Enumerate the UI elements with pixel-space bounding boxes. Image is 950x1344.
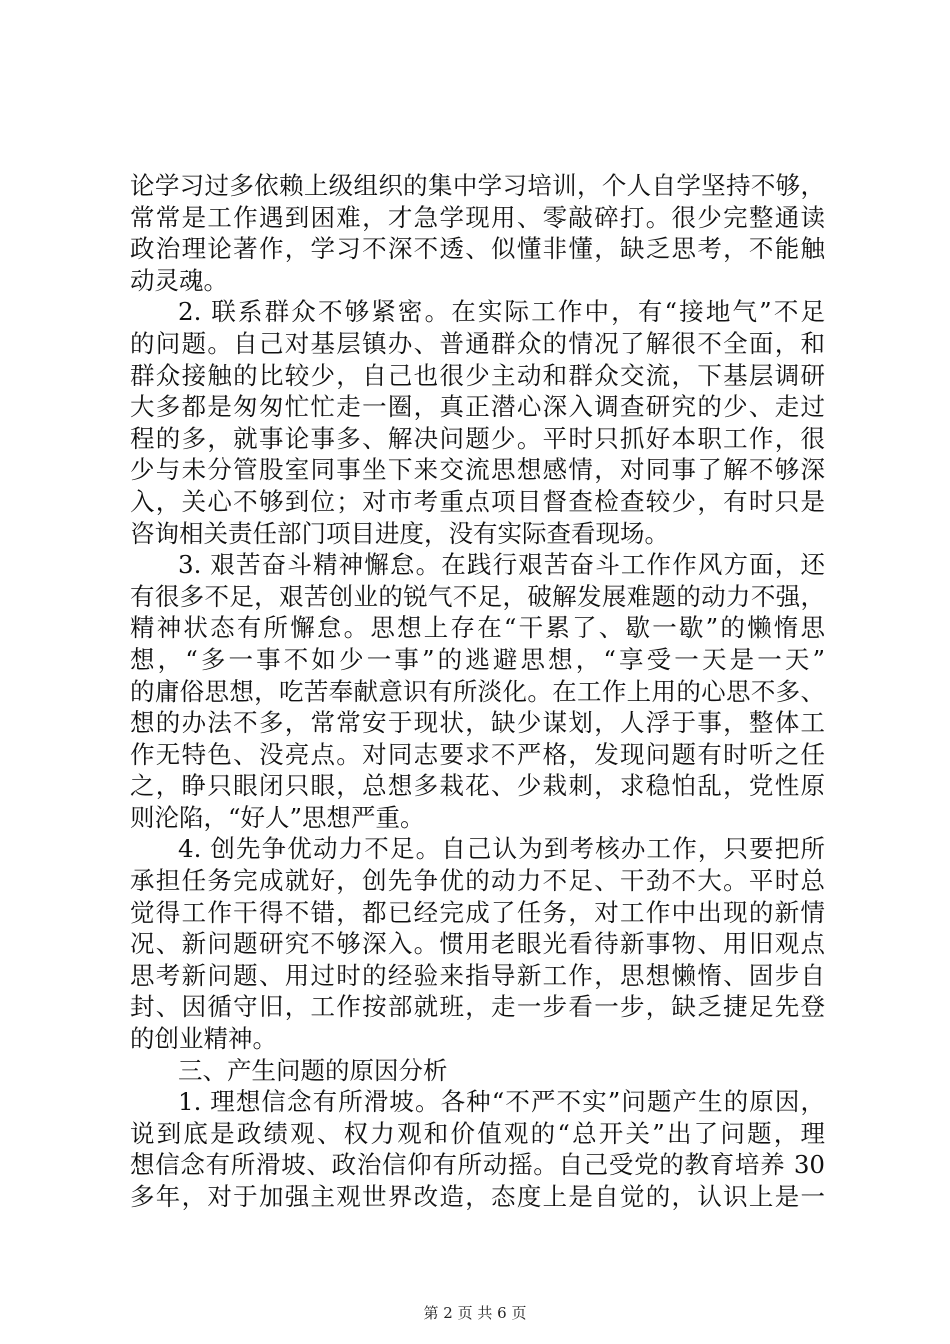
text-line: 3. 艰苦奋斗精神懈怠。在践行艰苦奋斗工作作风方面，还	[178, 550, 825, 580]
text-line: 精神状态有所懈怠。思想上存在“干累了、歇一歇”的懒惰思	[130, 613, 825, 643]
text-line: 2. 联系群众不够紧密。在实际工作中，有“接地气”不足	[178, 297, 825, 327]
text-line: 承担任务完成就好，创先争优的动力不足、干劲不大。平时总	[130, 866, 825, 896]
text-line: 的创业精神。	[130, 1024, 277, 1054]
text-line: 说到底是政绩观、权力观和价值观的“总开关”出了问题，理	[130, 1118, 825, 1148]
text-line: 思考新问题、用过时的经验来指导新工作，思想懒惰、固步自	[130, 960, 825, 990]
text-line: 少与未分管股室同事坐下来交流思想感情，对同事了解不够深	[130, 455, 825, 485]
text-line: 程的多，就事论事多、解决问题少。平时只抓好本职工作，很	[130, 423, 825, 453]
text-line: 则沦陷，“好人”思想严重。	[130, 802, 425, 832]
text-line: 常常是工作遇到困难，才急学现用、零敲碎打。很少完整通读	[130, 202, 825, 232]
text-line: 想，“多一事不如少一事”的逃避思想，“享受一天是一天”	[130, 644, 825, 674]
text-line: 封、因循守旧，工作按部就班，走一步看一步，缺乏捷足先登	[130, 992, 825, 1022]
text-line: 4. 创先争优动力不足。自己认为到考核办工作，只要把所	[178, 834, 825, 864]
text-line: 论学习过多依赖上级组织的集中学习培训，个人自学坚持不够，	[130, 171, 825, 200]
text-line: 的庸俗思想，吃苦奉献意识有所淡化。在工作上用的心思不多、	[130, 676, 825, 706]
document-body	[130, 170, 825, 1213]
text-line: 1. 理想信念有所滑坡。各种“不严不实”问题产生的原因，	[178, 1087, 825, 1117]
text-line: 想信念有所滑坡、政治信仰有所动摇。自己受党的教育培养 30	[130, 1150, 825, 1180]
text-line: 三、产生问题的原因分析	[178, 1055, 448, 1085]
text-line: 想的办法不多，常常安于现状，缺少谋划，人浮于事，整体工	[130, 708, 825, 738]
text-line: 况、新问题研究不够深入。惯用老眼光看待新事物、用旧观点	[130, 929, 825, 959]
text-line: 大多都是匆匆忙忙走一圈，真正潜心深入调查研究的少、走过	[130, 392, 825, 422]
text-line: 有很多不足，艰苦创业的锐气不足，破解发展难题的动力不强，	[130, 581, 825, 611]
text-line: 之，睁只眼闭只眼，总想多栽花、少栽刺，求稳怕乱，党性原	[130, 771, 825, 801]
text-line: 政治理论著作，学习不深不透、似懂非懂，缺乏思考，不能触	[130, 234, 825, 264]
text-line: 群众接触的比较少，自己也很少主动和群众交流，下基层调研	[130, 360, 825, 390]
text-line: 动灵魂。	[130, 265, 228, 295]
text-line: 入，关心不够到位；对市考重点项目督查检查较少，有时只是	[130, 486, 825, 516]
text-line: 多年，对于加强主观世界改造，态度上是自觉的，认识上是一	[130, 1182, 825, 1211]
page-footer: 第 2 页 共 6 页	[423, 1304, 527, 1322]
text-line: 咨询相关责任部门项目进度，没有实际查看现场。	[130, 518, 669, 548]
text-line: 觉得工作干得不错，都已经完成了任务，对工作中出现的新情	[130, 897, 825, 927]
text-line: 作无特色、没亮点。对同志要求不严格，发现问题有时听之任	[130, 739, 825, 769]
text-line: 的问题。自己对基层镇办、普通群众的情况了解很不全面，和	[130, 328, 825, 358]
